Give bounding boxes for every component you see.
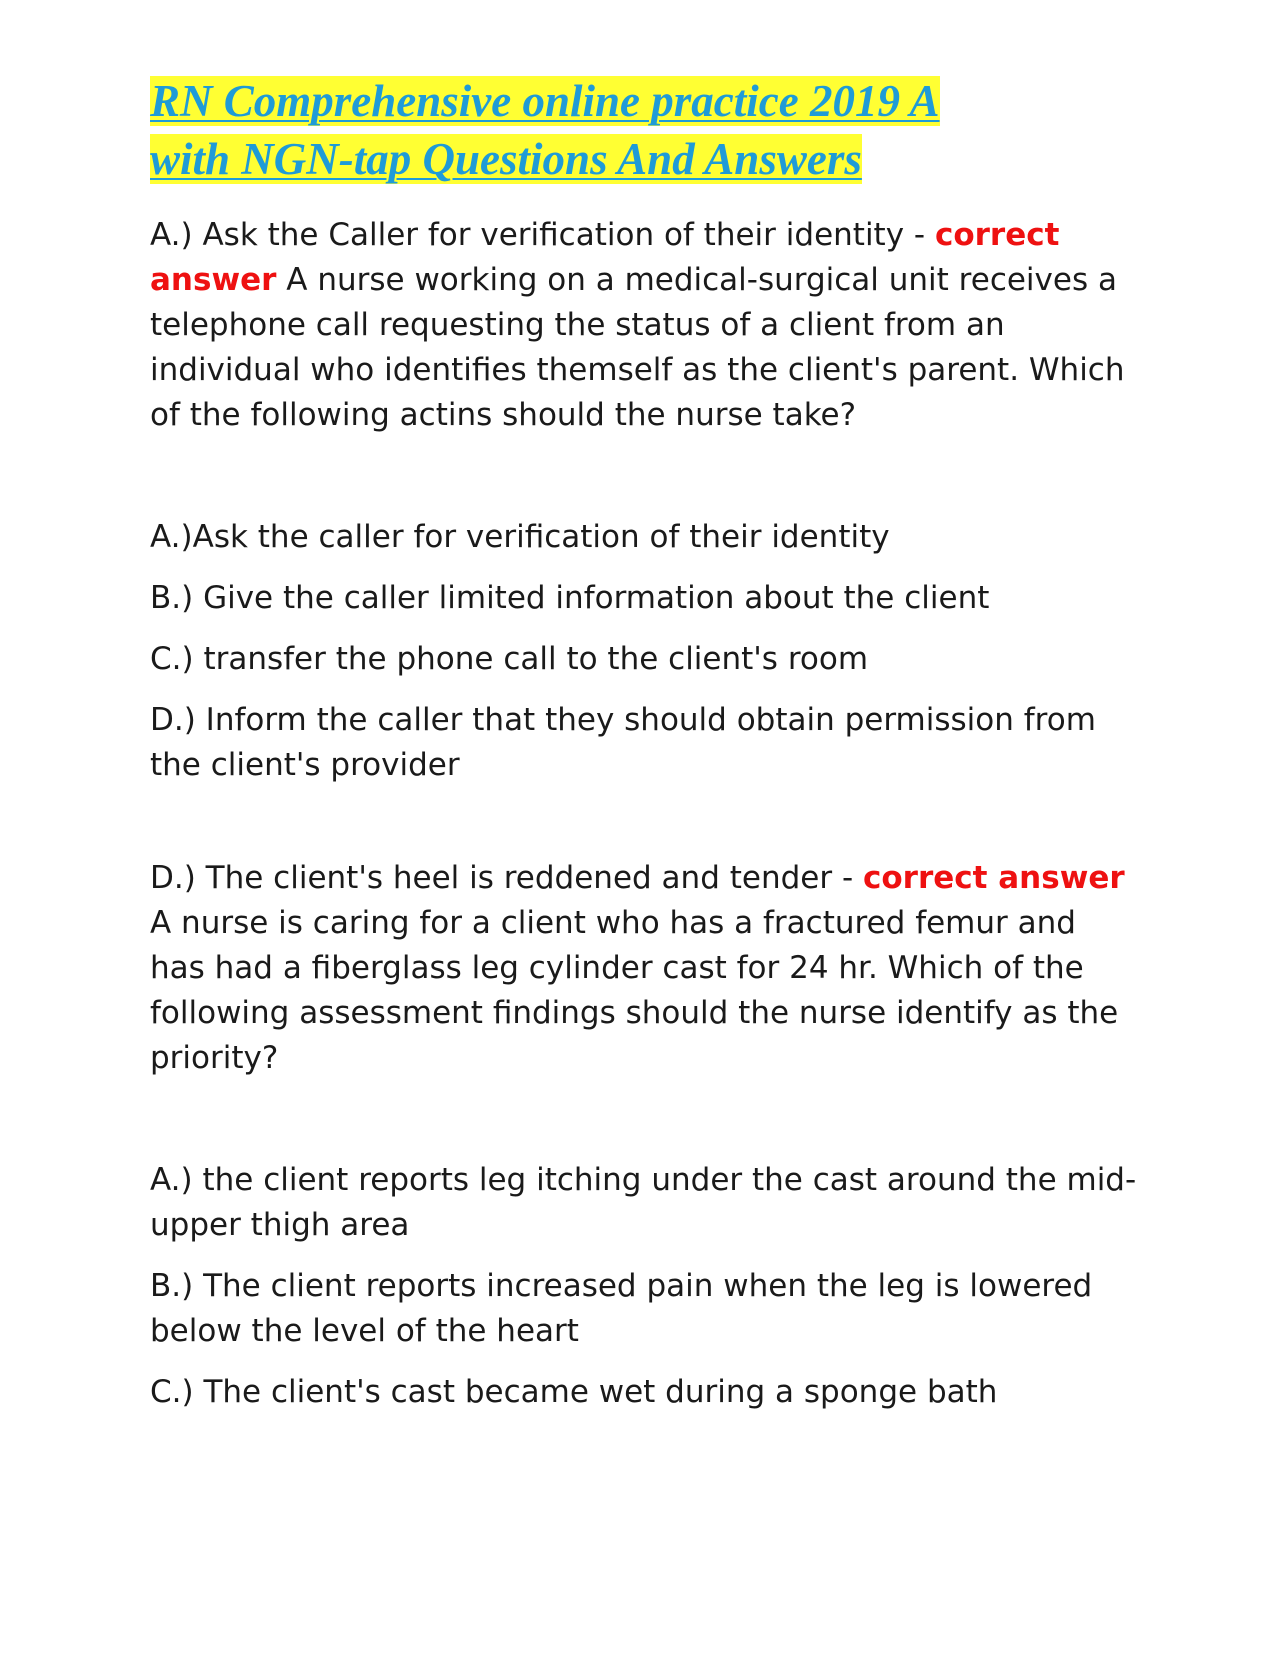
question-1-option-a: A.)Ask the caller for verification of their identity [150,519,890,555]
question-2-option-a: A.) the client reports leg itching under the cast around the mid-upper thigh area [150,1162,1137,1243]
question-2-text: A nurse is caring for a client who has a fractured femur and has had a fiberglass leg cylinder cast for 24 hr. Which of the following assessment findings should the nurse identify as the priority? [150,905,1119,1076]
question-1 [150,213,1140,438]
question-2-correct-marker: correct answer [863,860,1125,896]
question-1-options [150,515,1140,788]
question-1-option-d: D.) Inform the caller that they should obtain permission from the client's provider [150,702,1096,783]
question-1-text: A nurse working on a medical-surgical unit receives a telephone call requesting the status of a client from an individual who identifies themself as the client's parent. Which of the following actins should the nurse take? [150,262,1125,433]
question-2-options [150,1158,1140,1415]
question-2-option-c: C.) The client's cast became wet during a sponge bath [150,1374,998,1410]
question-1-option-b: B.) Give the caller limited information about the client [150,580,990,616]
question-1-option-c: C.) transfer the phone call to the client's room [150,641,869,677]
question-2 [150,856,1140,1081]
document-page [150,72,1140,1431]
question-1-correct-marker: correct answer [150,217,1060,298]
title-line-2[interactable]: with NGN-tap Questions And Answers [150,134,862,184]
page-title[interactable] [150,72,1140,188]
question-2-option-b: B.) The client reports increased pain when the leg is lowered below the level of the heart [150,1268,1093,1349]
question-2-answer: D.) The client's heel is reddened and tender - [150,860,863,896]
title-line-1[interactable]: RN Comprehensive online practice 2019 A [150,76,940,126]
question-1-answer: A.) Ask the Caller for verification of their identity - [150,217,935,253]
